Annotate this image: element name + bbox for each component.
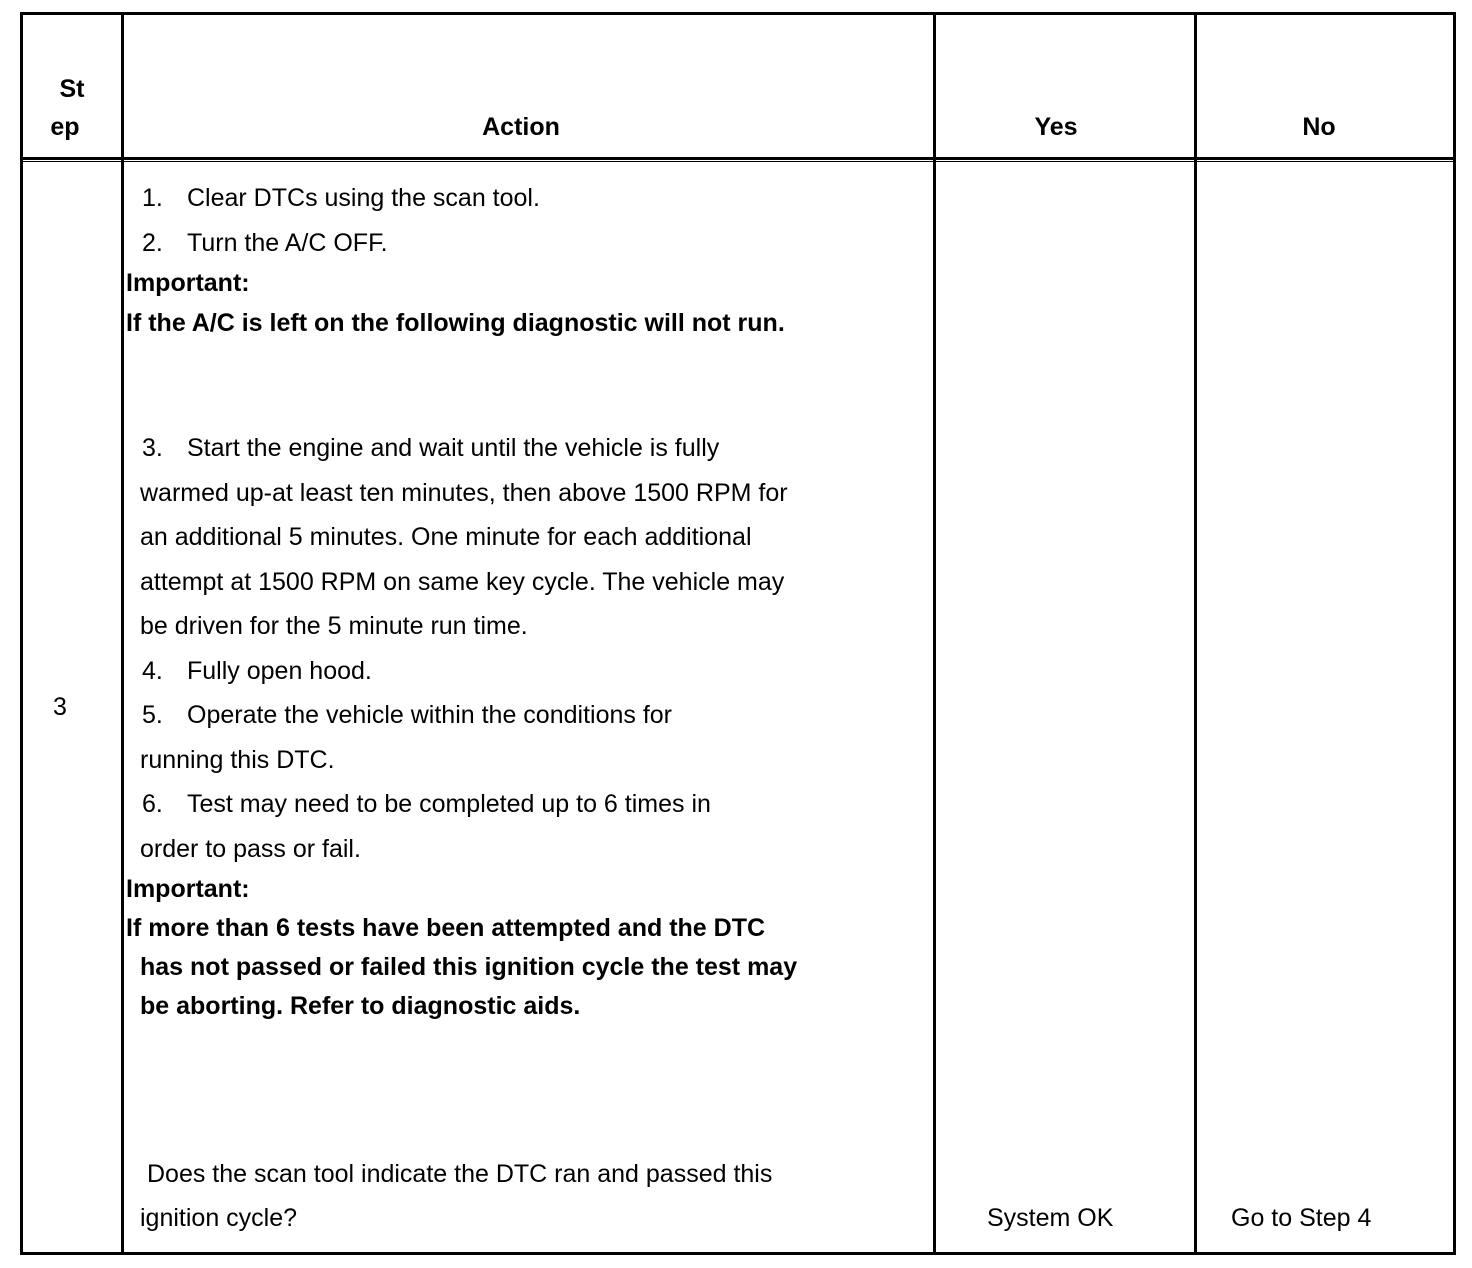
item4-number: 4. xyxy=(142,657,163,685)
table-left-border xyxy=(20,12,23,1255)
item2-text: Turn the A/C OFF. xyxy=(187,229,388,257)
important2-label: Important: xyxy=(126,875,250,903)
important1-label: Important: xyxy=(126,269,250,297)
header-no: No xyxy=(1302,113,1336,141)
table-bottom-border xyxy=(20,1252,1456,1255)
table-top-border xyxy=(20,12,1456,15)
item2-number: 2. xyxy=(142,229,163,257)
col-divider-step-action xyxy=(121,12,124,1255)
important2-line1: If more than 6 tests have been attempted and the DTC xyxy=(126,914,766,942)
header-bottom-border xyxy=(20,157,1456,160)
item5-number: 5. xyxy=(142,701,163,729)
item6-line2: order to pass or fail. xyxy=(140,835,361,863)
item3-line2: warmed up-at least ten minutes, then above 1500 RPM for xyxy=(140,479,788,507)
question-line2: ignition cycle? xyxy=(140,1204,298,1232)
header-bottom-border-2 xyxy=(20,161,1456,162)
item6-line1: Test may need to be completed up to 6 times in xyxy=(187,790,711,818)
important2-line3: be aborting. Refer to diagnostic aids. xyxy=(140,992,581,1020)
item3-line5: be driven for the 5 minute run time. xyxy=(140,612,528,640)
no-result: Go to Step 4 xyxy=(1231,1204,1372,1232)
col-divider-yes-no xyxy=(1194,12,1197,1255)
question-line1: Does the scan tool indicate the DTC ran and passed this xyxy=(147,1160,773,1188)
step-number: 3 xyxy=(53,693,67,721)
item3-line3: an additional 5 minutes. One minute for each additional xyxy=(140,523,752,551)
important2-line2: has not passed or failed this ignition cycle the test may xyxy=(140,953,798,981)
header-step-line1: St xyxy=(59,75,85,103)
item5-line2: running this DTC. xyxy=(140,746,335,774)
yes-result: System OK xyxy=(987,1204,1114,1232)
header-yes: Yes xyxy=(1034,113,1078,141)
header-step-line2: ep xyxy=(50,113,80,141)
item3-number: 3. xyxy=(142,434,163,462)
item3-line1: Start the engine and wait until the vehicle is fully xyxy=(187,434,720,462)
col-divider-action-yes xyxy=(933,12,936,1255)
important1-text: If the A/C is left on the following diagnostic will not run. xyxy=(126,309,785,337)
item3-line4: attempt at 1500 RPM on same key cycle. The vehicle may xyxy=(140,568,785,596)
table-right-border xyxy=(1453,12,1456,1255)
item4-text: Fully open hood. xyxy=(187,657,372,685)
header-action: Action xyxy=(482,113,560,141)
item1-number: 1. xyxy=(142,184,163,212)
item5-line1: Operate the vehicle within the conditions for xyxy=(187,701,672,729)
item6-number: 6. xyxy=(142,790,163,818)
item1-text: Clear DTCs using the scan tool. xyxy=(187,184,540,212)
